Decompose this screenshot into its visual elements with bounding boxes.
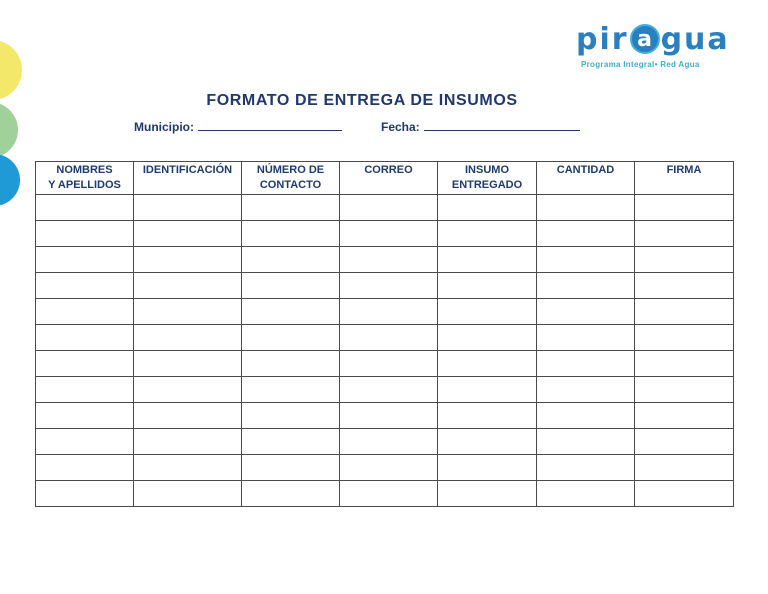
cell-insumo[interactable] — [438, 429, 537, 455]
table-row — [36, 351, 734, 377]
table-row — [36, 325, 734, 351]
cell-nombres[interactable] — [36, 455, 134, 481]
table-row — [36, 377, 734, 403]
cell-identificacion[interactable] — [134, 325, 242, 351]
cell-identificacion[interactable] — [134, 247, 242, 273]
cell-cantidad[interactable] — [537, 481, 635, 507]
cell-nombres[interactable] — [36, 429, 134, 455]
header-insumo: INSUMO ENTREGADO — [438, 162, 537, 195]
table-row — [36, 403, 734, 429]
cell-firma[interactable] — [635, 429, 734, 455]
cell-numero-contacto[interactable] — [242, 221, 340, 247]
cell-insumo[interactable] — [438, 195, 537, 221]
table-row — [36, 221, 734, 247]
cell-identificacion[interactable] — [134, 299, 242, 325]
cell-correo[interactable] — [340, 273, 438, 299]
cell-numero-contacto[interactable] — [242, 377, 340, 403]
cell-cantidad[interactable] — [537, 195, 635, 221]
cell-firma[interactable] — [635, 221, 734, 247]
cell-correo[interactable] — [340, 195, 438, 221]
cell-firma[interactable] — [635, 299, 734, 325]
logo-wordmark — [576, 22, 730, 57]
logo-word-right: gua — [660, 22, 730, 57]
cell-nombres[interactable] — [36, 299, 134, 325]
cell-numero-contacto[interactable] — [242, 195, 340, 221]
cell-identificacion[interactable] — [134, 195, 242, 221]
cell-identificacion[interactable] — [134, 273, 242, 299]
cell-identificacion[interactable] — [134, 481, 242, 507]
cell-correo[interactable] — [340, 221, 438, 247]
cell-insumo[interactable] — [438, 481, 537, 507]
municipio-label: Municipio: — [134, 120, 194, 134]
cell-insumo[interactable] — [438, 325, 537, 351]
cell-numero-contacto[interactable] — [242, 455, 340, 481]
cell-nombres[interactable] — [36, 247, 134, 273]
cell-insumo[interactable] — [438, 273, 537, 299]
cell-correo[interactable] — [340, 247, 438, 273]
cell-numero-contacto[interactable] — [242, 429, 340, 455]
cell-firma[interactable] — [635, 455, 734, 481]
table-row — [36, 455, 734, 481]
cell-firma[interactable] — [635, 481, 734, 507]
cell-correo[interactable] — [340, 403, 438, 429]
cell-nombres[interactable] — [36, 325, 134, 351]
cell-nombres[interactable] — [36, 377, 134, 403]
cell-insumo[interactable] — [438, 247, 537, 273]
cell-numero-contacto[interactable] — [242, 351, 340, 377]
cell-cantidad[interactable] — [537, 351, 635, 377]
logo-tagline: Programa Integral• Red Agua — [581, 60, 700, 69]
cell-cantidad[interactable] — [537, 299, 635, 325]
piragua-logo — [576, 22, 736, 76]
cell-nombres[interactable] — [36, 403, 134, 429]
header-nombres: NOMBRES Y APELLIDOS — [36, 162, 134, 195]
cell-insumo[interactable] — [438, 377, 537, 403]
cell-firma[interactable] — [635, 195, 734, 221]
cell-cantidad[interactable] — [537, 325, 635, 351]
cell-identificacion[interactable] — [134, 429, 242, 455]
logo-a-badge: a — [630, 24, 660, 54]
cell-cantidad[interactable] — [537, 377, 635, 403]
cell-cantidad[interactable] — [537, 273, 635, 299]
blue-circle — [0, 154, 20, 206]
cell-cantidad[interactable] — [537, 221, 635, 247]
cell-identificacion[interactable] — [134, 377, 242, 403]
logo-word-left: pir — [576, 22, 629, 57]
cell-correo[interactable] — [340, 455, 438, 481]
header-correo: CORREO — [340, 162, 438, 195]
cell-numero-contacto[interactable] — [242, 481, 340, 507]
cell-identificacion[interactable] — [134, 403, 242, 429]
cell-numero-contacto[interactable] — [242, 403, 340, 429]
yellow-circle — [0, 40, 22, 100]
cell-nombres[interactable] — [36, 273, 134, 299]
header-cantidad: CANTIDAD — [537, 162, 635, 195]
table-row — [36, 247, 734, 273]
cell-firma[interactable] — [635, 351, 734, 377]
cell-insumo[interactable] — [438, 299, 537, 325]
table-row — [36, 299, 734, 325]
cell-cantidad[interactable] — [537, 455, 635, 481]
cell-nombres[interactable] — [36, 481, 134, 507]
cell-firma[interactable] — [635, 247, 734, 273]
table-row — [36, 429, 734, 455]
header-numero-contacto: NÚMERO DE CONTACTO — [242, 162, 340, 195]
cell-identificacion[interactable] — [134, 221, 242, 247]
table-row — [36, 195, 734, 221]
cell-cantidad[interactable] — [537, 429, 635, 455]
form-title: FORMATO DE ENTREGA DE INSUMOS — [206, 92, 518, 109]
cell-cantidad[interactable] — [537, 403, 635, 429]
table-body — [36, 195, 734, 507]
cell-numero-contacto[interactable] — [242, 273, 340, 299]
delivery-table — [35, 161, 734, 507]
cell-identificacion[interactable] — [134, 455, 242, 481]
cell-correo[interactable] — [340, 429, 438, 455]
green-circle — [0, 102, 18, 158]
fecha-blank-line[interactable] — [424, 119, 580, 131]
cell-numero-contacto[interactable] — [242, 247, 340, 273]
header-identificacion: IDENTIFICACIÓN — [134, 162, 242, 195]
municipio-blank-line[interactable] — [198, 119, 342, 131]
cell-firma[interactable] — [635, 273, 734, 299]
cell-identificacion[interactable] — [134, 351, 242, 377]
cell-correo[interactable] — [340, 351, 438, 377]
fecha-field[interactable] — [381, 119, 580, 134]
cell-correo[interactable] — [340, 299, 438, 325]
cell-insumo[interactable] — [438, 455, 537, 481]
cell-numero-contacto[interactable] — [242, 299, 340, 325]
header-firma: FIRMA — [635, 162, 734, 195]
cell-correo[interactable] — [340, 325, 438, 351]
cell-firma[interactable] — [635, 377, 734, 403]
cell-firma[interactable] — [635, 403, 734, 429]
table-header-row — [36, 162, 734, 195]
cell-correo[interactable] — [340, 377, 438, 403]
cell-nombres[interactable] — [36, 195, 134, 221]
fecha-label: Fecha: — [381, 120, 420, 134]
cell-insumo[interactable] — [438, 221, 537, 247]
table-row — [36, 481, 734, 507]
decorative-circles — [0, 0, 40, 260]
municipio-field[interactable] — [134, 119, 342, 134]
cell-cantidad[interactable] — [537, 247, 635, 273]
cell-numero-contacto[interactable] — [242, 325, 340, 351]
cell-correo[interactable] — [340, 481, 438, 507]
cell-insumo[interactable] — [438, 403, 537, 429]
cell-insumo[interactable] — [438, 351, 537, 377]
cell-nombres[interactable] — [36, 221, 134, 247]
cell-nombres[interactable] — [36, 351, 134, 377]
cell-firma[interactable] — [635, 325, 734, 351]
table-row — [36, 273, 734, 299]
